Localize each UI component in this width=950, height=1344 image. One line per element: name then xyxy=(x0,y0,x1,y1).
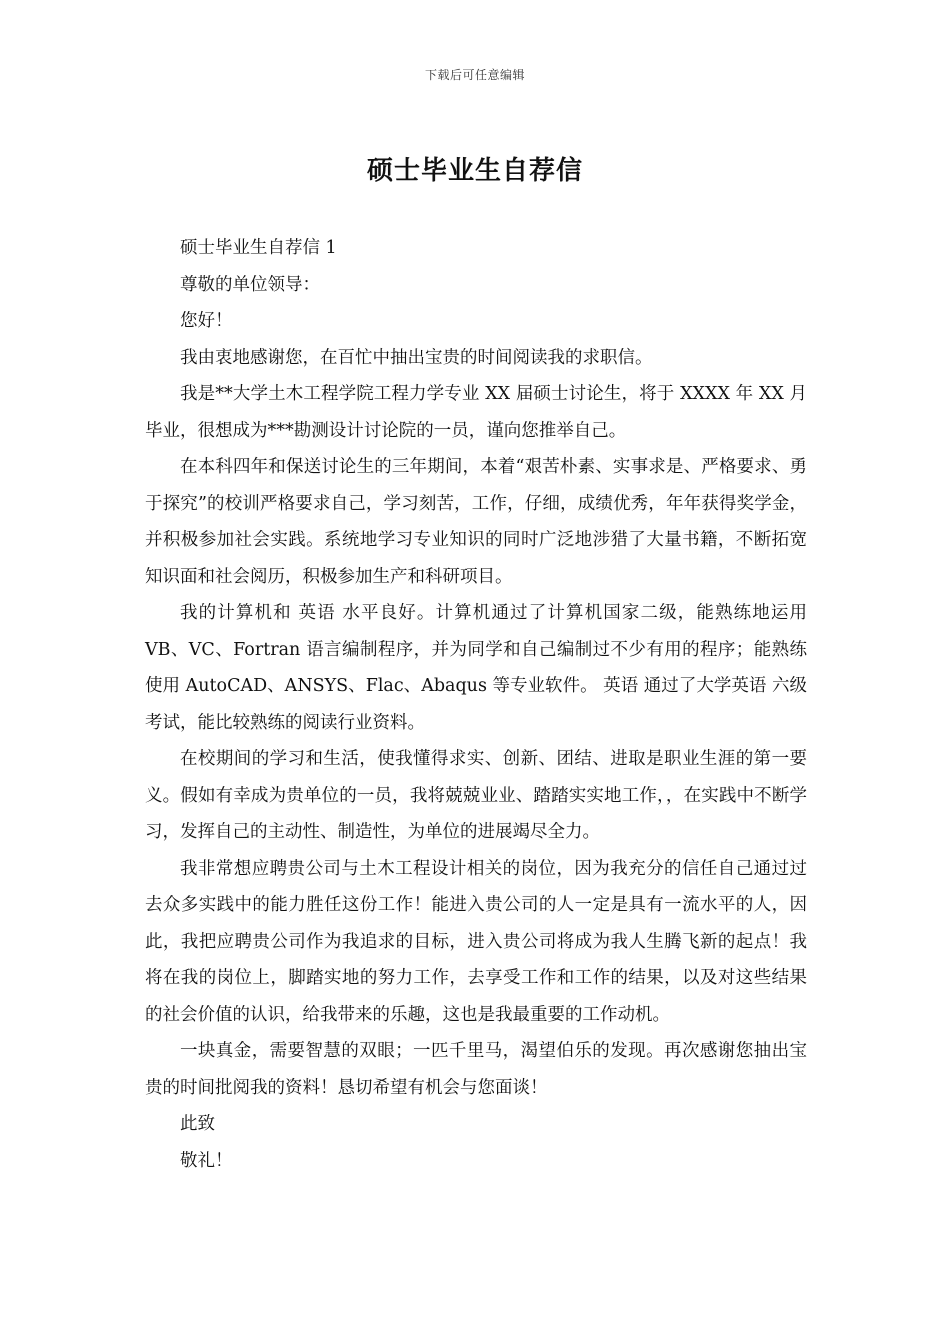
paragraph-thanks: 我由衷地感谢您，在百忙中抽出宝贵的时间阅读我的求职信。 xyxy=(180,347,653,368)
paragraph-motivation: 我非常想应聘贵公司与土木工程设计相关的岗位，因为我充分的信任自己通过过去众多实践中的能力胜任这份工作！能进入贵公司的人一定是具有一流水平的人，因此，我把应聘贵公司作为我追求的目标，进入贵公司将成为我人生腾飞新的起点！我将在我的岗位上，脚踏实地的努力工作，去享受工作和工作的结果，以及对这些结果的社会价值的认识，给我带来的乐趣，这也是我最重要的工作动机。 xyxy=(145,858,807,1025)
paragraph-values: 在校期间的学习和生活，使我懂得求实、创新、团结、进取是职业生涯的第一要义。假如有幸成为贵单位的一员，我将兢兢业业、踏踏实实地工作，，在实践中不断学习，发挥自己的主动性、制造性，为单位的进展竭尽全力。 xyxy=(145,749,807,842)
letter-body xyxy=(145,230,807,1179)
paragraph-skills: 我的计算机和 英语 水平良好。计算机通过了计算机国家二级，能熟练地运用 VB、VC、Fortran 语言编制程序，并为同学和自己编制过不少有用的程序；能熟练使用 AutoCAD、ANSYS、Flac、Abaqus 等专业软件。 英语 通过了大学英语 六级考试，能比较熟练的阅读行业资料。 xyxy=(145,603,807,733)
subtitle-line: 硕士毕业生自荐信 1 xyxy=(180,238,337,258)
paragraph-intro: 我是**大学土木工程学院工程力学专业 XX 届硕士讨论生，将于 XXXX 年 XX 月毕业，很想成为***勘测设计讨论院的一员，谨向您推举自己。 xyxy=(145,384,807,441)
paragraph-study: 在本科四年和保送讨论生的三年期间，本着“艰苦朴素、实事求是、严格要求、勇于探究”的校训严格要求自己，学习刻苦，工作，仔细，成绩优秀，年年获得奖学金，并积极参加社会实践。系统地学习专业知识的同时广泛地涉猎了大量书籍，不断拓宽知识面和社会阅历，积极参加生产和科研项目。 xyxy=(145,457,807,587)
greeting: 您好！ xyxy=(180,311,233,331)
document-title: 硕士毕业生自荐信 xyxy=(366,156,583,186)
closing-regards: 敬礼！ xyxy=(180,1150,233,1171)
header-note: 下载后可任意编辑 xyxy=(424,68,525,82)
closing-phrase: 此致 xyxy=(180,1114,215,1134)
salutation: 尊敬的单位领导： xyxy=(180,274,320,295)
paragraph-closing: 一块真金，需要智慧的双眼；一匹千里马，渴望伯乐的发现。再次感谢您抽出宝贵的时间批阅我的资料！恳切希望有机会与您面谈！ xyxy=(145,1041,807,1098)
